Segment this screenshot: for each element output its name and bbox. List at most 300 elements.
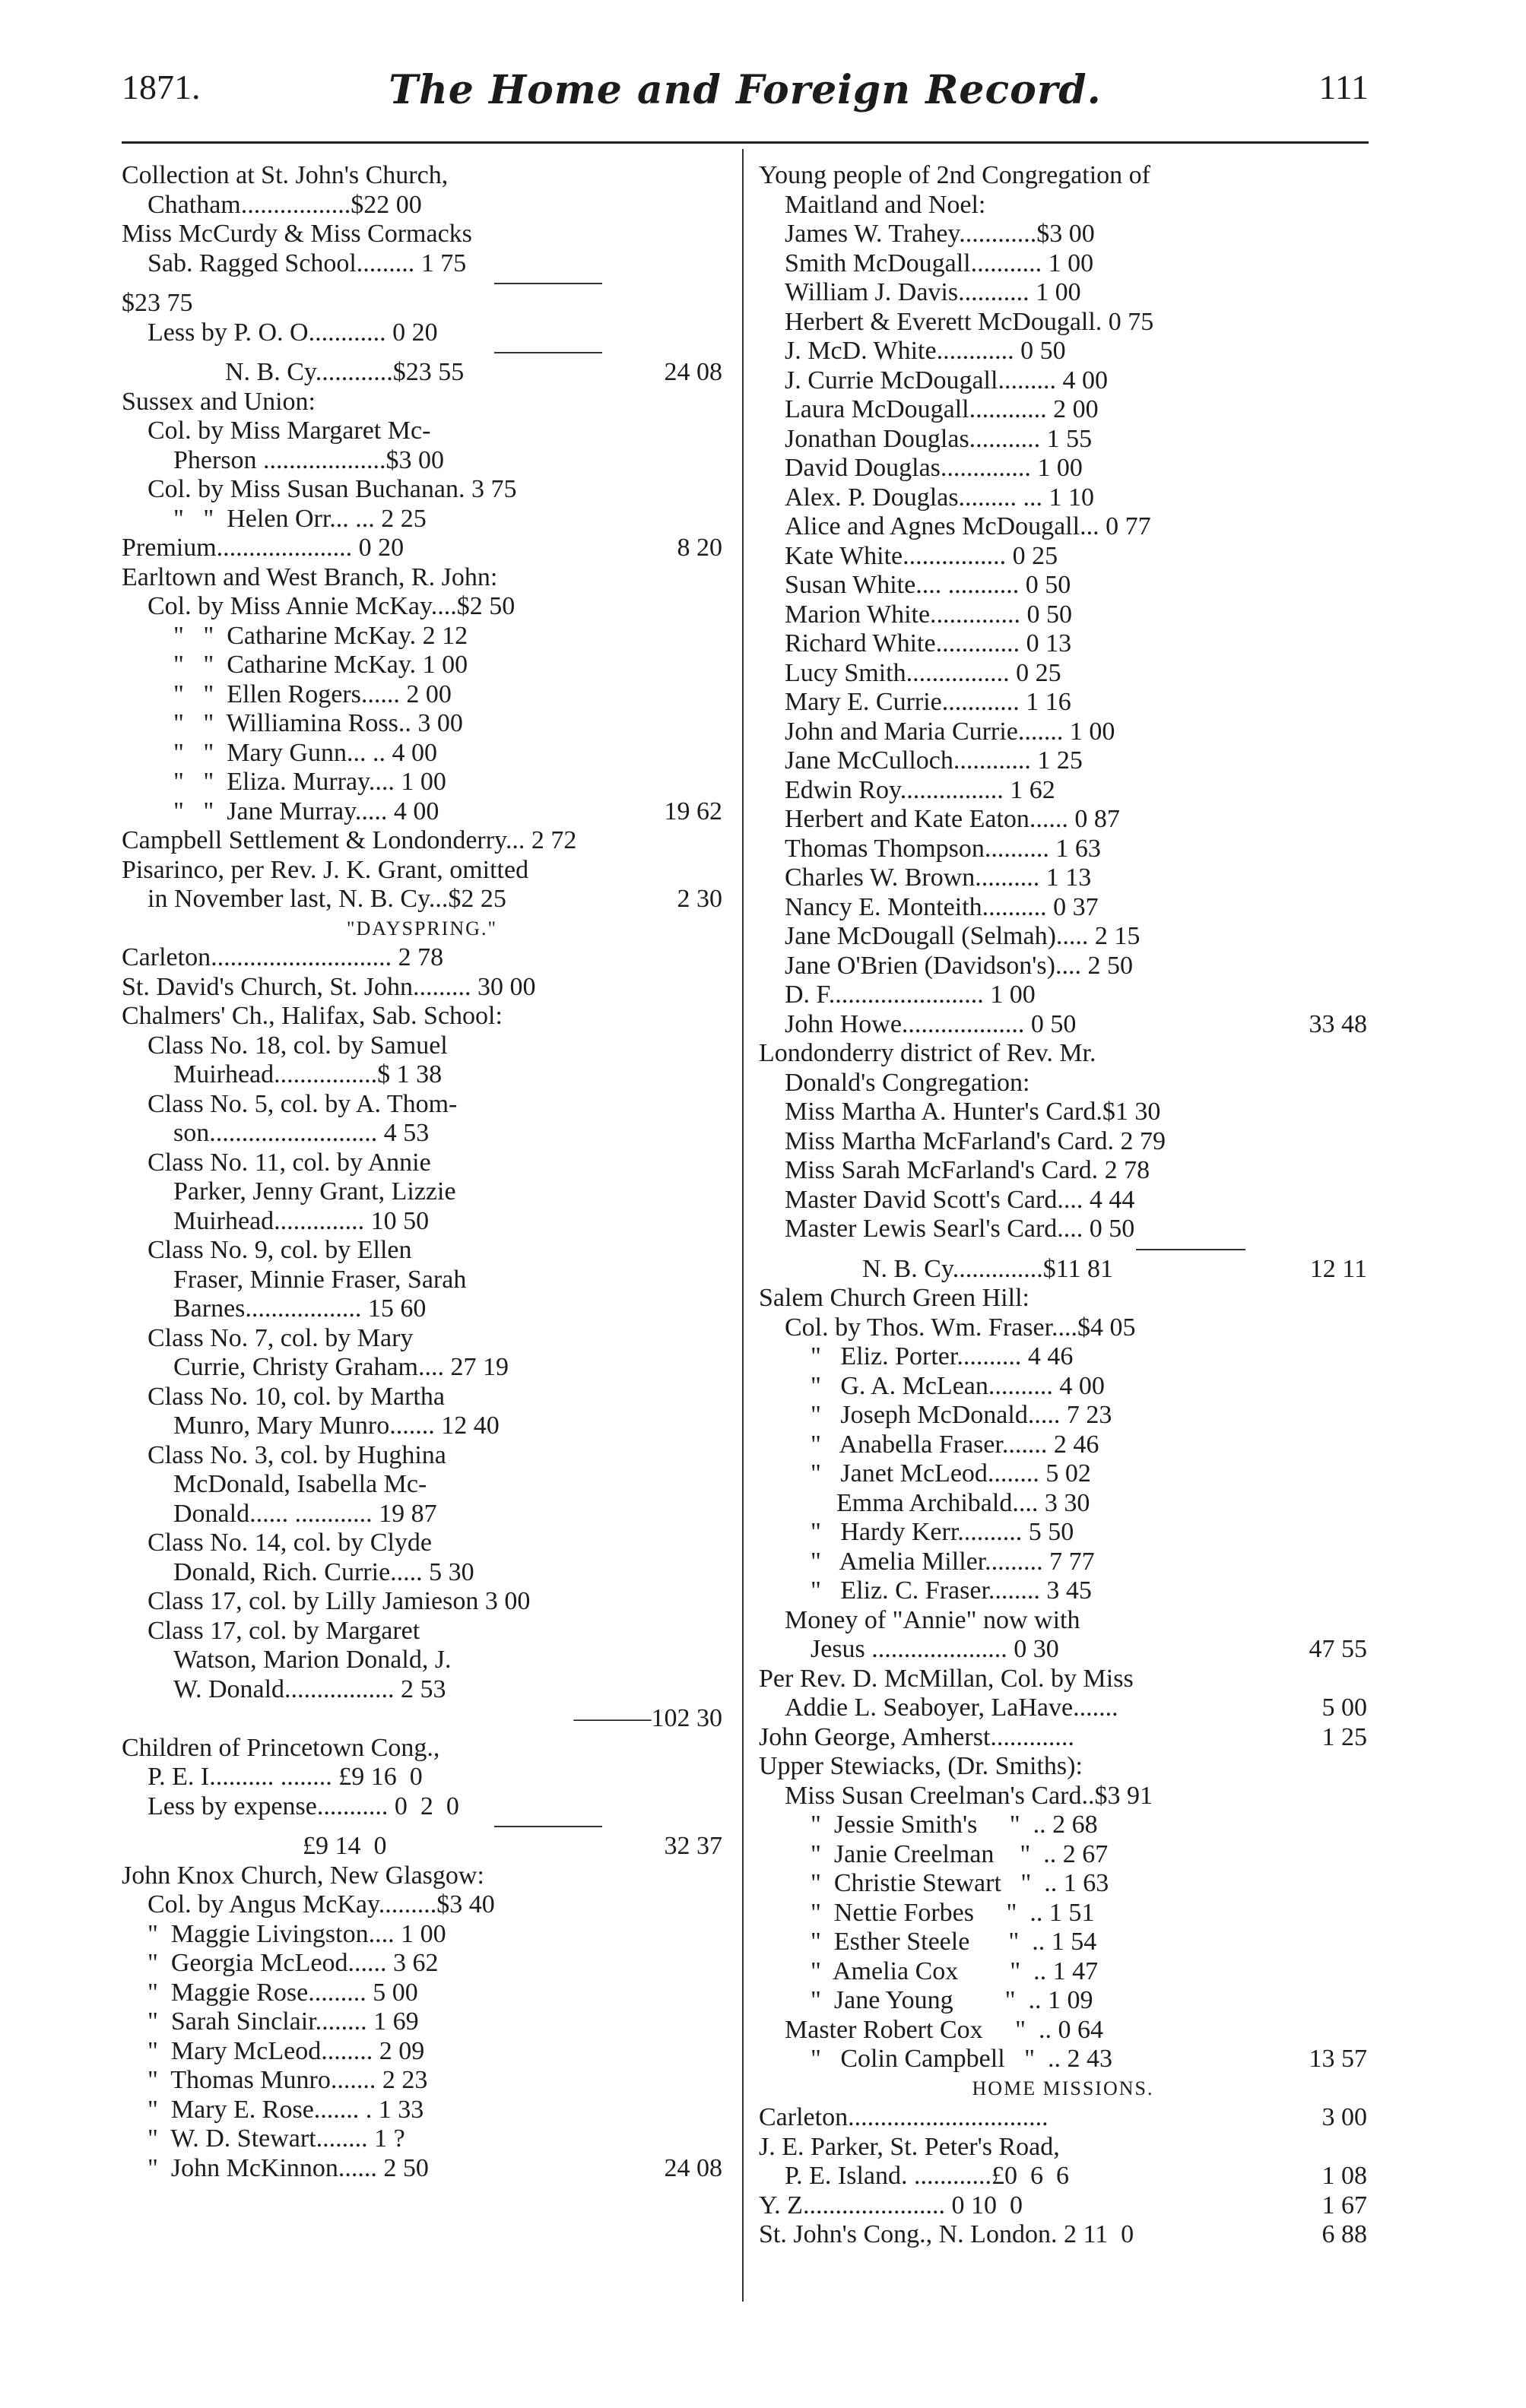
ledger-line — [759, 776, 1367, 806]
ledger-line — [122, 289, 722, 318]
entry-text: " Eliz. C. Fraser........ 3 45 — [811, 1576, 1092, 1605]
ledger-line — [122, 1529, 722, 1558]
ledger-line — [122, 885, 722, 914]
ledger-line — [759, 1069, 1367, 1098]
entry-text: Class No. 14, col. by Clyde — [148, 1529, 432, 1557]
ledger-line — [759, 2133, 1367, 2162]
section-heading — [122, 914, 722, 944]
entry-text: Miss Sarah McFarland's Card. 2 78 — [785, 1156, 1150, 1184]
ledger-line — [759, 922, 1367, 952]
ledger-line — [759, 659, 1367, 689]
entry-text: Alex. P. Douglas......... ... 1 10 — [785, 483, 1095, 512]
entry-total: 13 57 — [1309, 2045, 1367, 2073]
entry-text: " Colin Campbell " .. 2 43 — [811, 2045, 1113, 2073]
entry-text: Premium..................... 0 20 — [122, 534, 405, 562]
entry-text: " Esther Steele " .. 1 54 — [811, 1928, 1097, 1956]
ledger-line — [759, 600, 1367, 630]
ledger-line — [122, 417, 722, 446]
entry-total: 24 08 — [664, 358, 722, 386]
entry-text: Muirhead.............. 10 50 — [173, 1206, 430, 1235]
entry-text: J. Currie McDougall......... 4 00 — [785, 366, 1108, 394]
entry-text: " Sarah Sinclair........ 1 69 — [148, 2007, 419, 2036]
ledger-line — [759, 1665, 1367, 1694]
ledger-line — [122, 1149, 722, 1178]
ledger-line — [122, 1002, 722, 1031]
entry-text: " Jessie Smith's " .. 2 68 — [811, 1811, 1098, 1839]
entry-text: Edwin Roy................ 1 62 — [785, 775, 1055, 804]
ledger-line — [759, 1694, 1367, 1723]
subtotal-rule — [122, 1821, 722, 1832]
entry-text: Kate White................ 0 25 — [785, 541, 1058, 570]
ledger-line — [759, 805, 1367, 835]
entry-text: " Mary McLeod........ 2 09 — [148, 2036, 425, 2065]
entry-text: " Joseph McDonald..... 7 23 — [811, 1401, 1112, 1429]
ledger-line — [759, 1255, 1367, 1285]
entry-text: " Georgia McLeod...... 3 62 — [148, 1949, 439, 1977]
entry-text: Jane McDougall (Selmah)..... 2 15 — [785, 922, 1141, 950]
ledger-line — [122, 1734, 722, 1763]
column-divider — [742, 149, 744, 2302]
ledger-line — [759, 718, 1367, 747]
entry-total: 1 08 — [1321, 2162, 1367, 2190]
entry-total: 8 20 — [677, 534, 722, 562]
running-title: The Home and Foreign Record. — [389, 67, 1102, 113]
ledger-line — [759, 1635, 1367, 1665]
entry-text: St. John's Cong., N. London. 2 11 0 — [759, 2220, 1134, 2248]
entry-text: Class No. 5, col. by A. Thom- — [148, 1089, 458, 1118]
ledger-line — [759, 688, 1367, 718]
ledger-line — [759, 746, 1367, 776]
entry-text: Y. Z...................... 0 10 0 — [759, 2191, 1023, 2219]
ledger-line — [759, 1899, 1367, 1928]
entry-text: " G. A. McLean.......... 4 00 — [811, 1371, 1105, 1400]
entry-text: Watson, Marion Donald, J. — [173, 1646, 452, 1674]
ledger-line — [759, 952, 1367, 981]
entry-text: Class No. 7, col. by Mary — [148, 1323, 414, 1352]
ledger-line — [759, 1186, 1367, 1215]
ledger-line — [122, 446, 722, 476]
entry-text: " John McKinnon...... 2 50 — [148, 2153, 429, 2182]
right-column — [759, 161, 1367, 2250]
entry-text: Barnes.................. 15 60 — [173, 1294, 427, 1323]
ledger-line — [122, 2096, 722, 2125]
entry-text: Miss Martha A. Hunter's Card.$1 30 — [785, 1098, 1161, 1126]
entry-text: " Amelia Cox " .. 1 47 — [811, 1956, 1099, 1985]
entry-text: Jonathan Douglas........... 1 55 — [785, 424, 1093, 453]
subtotal-rule — [759, 1244, 1367, 1255]
entry-text: " " Catharine McKay. 1 00 — [173, 651, 468, 679]
ledger-line — [122, 475, 722, 505]
ledger-line — [122, 973, 722, 1003]
entry-total: 19 62 — [664, 797, 722, 825]
entry-text: Pherson ...................$3 00 — [173, 445, 445, 474]
ledger-line — [759, 1782, 1367, 1811]
ledger-line — [122, 2124, 722, 2154]
ledger-line — [122, 1236, 722, 1266]
ledger-line — [122, 680, 722, 710]
entry-text: $23 75 — [122, 289, 193, 317]
entry-text: Less by P. O. O............ 0 20 — [148, 318, 438, 347]
ledger-line — [759, 2016, 1367, 2045]
entry-text: Earltown and West Branch, R. John: — [122, 562, 498, 591]
ledger-line — [122, 1412, 722, 1441]
entry-text: " " Helen Orr... ... 2 25 — [173, 504, 427, 533]
ledger-line — [122, 739, 722, 768]
ledger-line — [122, 563, 722, 593]
ledger-line — [122, 2007, 722, 2037]
entry-text: Herbert and Kate Eaton...... 0 87 — [785, 805, 1120, 833]
entry-text: Col. by Miss Susan Buchanan. 3 75 — [148, 475, 517, 503]
header-rule — [122, 141, 1369, 144]
ledger-line — [759, 1372, 1367, 1402]
ledger-line — [759, 1401, 1367, 1431]
ledger-line — [759, 1127, 1367, 1157]
entry-text: J. E. Parker, St. Peter's Road, — [759, 2132, 1060, 2161]
subtotal-rule — [122, 347, 722, 358]
rule-line — [1136, 1249, 1245, 1250]
ledger-line — [759, 1548, 1367, 1577]
ledger-line — [122, 1500, 722, 1529]
entry-text: Class No. 10, col. by Martha — [148, 1382, 445, 1411]
entry-text: Londonderry district of Rev. Mr. — [759, 1039, 1096, 1067]
ledger-line — [759, 1986, 1367, 2016]
ledger-line — [122, 2037, 722, 2067]
entry-text: Muirhead................$ 1 38 — [173, 1060, 443, 1088]
entry-total: 6 88 — [1321, 2220, 1367, 2248]
entry-text: Munro, Mary Munro....... 12 40 — [173, 1412, 500, 1440]
entry-text: " Jane Young " .. 1 09 — [811, 1986, 1093, 2014]
entry-text: Chalmers' Ch., Halifax, Sab. School: — [122, 1002, 503, 1030]
entry-text: Donald's Congregation: — [785, 1068, 1030, 1097]
ledger-line — [759, 1606, 1367, 1636]
entry-text: Master David Scott's Card.... 4 44 — [785, 1185, 1135, 1214]
ledger-line — [759, 542, 1367, 572]
ledger-line — [759, 1576, 1367, 1606]
ledger-line — [122, 1353, 722, 1383]
entry-text: Carleton............................... — [759, 2103, 1049, 2131]
entry-text: Jesus ..................... 0 30 — [811, 1635, 1059, 1663]
ledger-line — [122, 388, 722, 417]
ledger-line — [759, 1840, 1367, 1870]
entry-text: Pisarinco, per Rev. J. K. Grant, omitted — [122, 855, 529, 884]
entry-total: 1 25 — [1321, 1722, 1367, 1751]
ledger-line — [122, 592, 722, 622]
entry-total: 32 37 — [664, 1832, 722, 1860]
ledger-line — [759, 1928, 1367, 1957]
entry-text: Sab. Ragged School......... 1 75 — [148, 249, 467, 277]
entry-total: 1 67 — [1321, 2191, 1367, 2219]
entry-text: Miss McCurdy & Miss Cormacks — [122, 220, 472, 248]
section-heading-text: "DAYSPRING." — [346, 917, 498, 939]
entry-text: Miss Susan Creelman's Card..$3 91 — [785, 1781, 1153, 1810]
entry-text: Master Robert Cox " .. 0 64 — [785, 2015, 1104, 2044]
section-heading — [759, 2074, 1367, 2104]
entry-text: Addie L. Seaboyer, LaHave....... — [785, 1694, 1118, 1722]
ledger-line — [759, 366, 1367, 396]
ledger-line — [122, 1792, 722, 1822]
ledger-line — [122, 1646, 722, 1675]
ledger-line — [759, 629, 1367, 659]
entry-text: Class No. 18, col. by Samuel — [148, 1031, 448, 1060]
entry-text: " " Williamina Ross.. 3 00 — [173, 709, 463, 737]
ledger-line — [122, 1060, 722, 1090]
ledger-line — [759, 863, 1367, 893]
entry-total: 33 48 — [1309, 1009, 1367, 1038]
entry-text: " Christie Stewart " .. 1 63 — [811, 1869, 1109, 1897]
entry-text: Susan White.... ........... 0 50 — [785, 571, 1071, 599]
ledger-line — [122, 1587, 722, 1617]
entry-text: Fraser, Minnie Fraser, Sarah — [173, 1265, 467, 1294]
ledger-line — [122, 856, 722, 886]
entry-text: Jane McCulloch............ 1 25 — [785, 746, 1083, 775]
ledger-line — [122, 622, 722, 651]
entry-text: W. Donald................. 2 53 — [173, 1675, 446, 1703]
entry-text: Upper Stewiacks, (Dr. Smiths): — [759, 1752, 1083, 1780]
entry-text: Marion White.............. 0 50 — [785, 600, 1073, 629]
entry-text: Class No. 3, col. by Hughina — [148, 1440, 446, 1469]
entry-text: " W. D. Stewart........ 1 ? — [148, 2124, 405, 2153]
entry-text: John and Maria Currie....... 1 00 — [785, 717, 1115, 746]
entry-text: P. E. Island. ............£0 6 6 — [785, 2162, 1069, 2190]
ledger-line — [759, 161, 1367, 191]
ledger-line — [759, 1215, 1367, 1244]
subtotal-rule — [122, 278, 722, 289]
page-number: 111 — [1318, 68, 1369, 106]
ledger-line — [122, 1832, 722, 1861]
ledger-line — [122, 1920, 722, 1950]
entry-text: " Hardy Kerr.......... 5 50 — [811, 1518, 1074, 1546]
entry-text: Alice and Agnes McDougall... 0 77 — [785, 512, 1151, 540]
ledger-line — [759, 337, 1367, 366]
entry-text: £9 14 0 — [303, 1832, 387, 1860]
ledger-line — [122, 534, 722, 563]
ledger-line — [122, 1558, 722, 1588]
ledger-line — [122, 709, 722, 739]
ledger-line — [759, 1489, 1367, 1519]
ledger-line — [122, 1890, 722, 1920]
entry-text: " " Jane Murray..... 4 00 — [173, 797, 439, 825]
entry-text: Class 17, col. by Lilly Jamieson 3 00 — [148, 1587, 531, 1615]
entry-text: N. B. Cy............$23 55 — [225, 358, 465, 386]
entry-text: Donald, Rich. Currie..... 5 30 — [173, 1557, 474, 1586]
ledger-line — [759, 2103, 1367, 2133]
ledger-line — [759, 191, 1367, 220]
ledger-line — [122, 1441, 722, 1471]
entry-text: John George, Amherst............. — [759, 1722, 1074, 1751]
ledger-line — [122, 826, 722, 856]
entry-text: Richard White............. 0 13 — [785, 629, 1072, 657]
entry-total: 3 00 — [1321, 2103, 1367, 2131]
entry-text: J. McD. White............ 0 50 — [785, 337, 1066, 365]
entry-text: " Janie Creelman " .. 2 67 — [811, 1839, 1109, 1868]
entry-text: D. F........................ 1 00 — [785, 981, 1036, 1009]
ledger-line — [122, 651, 722, 680]
entry-total: 24 08 — [664, 2153, 722, 2182]
ledger-line — [122, 249, 722, 279]
entry-text: John Howe................... 0 50 — [785, 1009, 1077, 1038]
ledger-line — [122, 1294, 722, 1324]
ledger-line — [122, 1763, 722, 1792]
ledger-line — [759, 1723, 1367, 1753]
ledger-line — [122, 1675, 722, 1705]
ledger-line — [759, 483, 1367, 513]
entry-text: " Maggie Livingston.... 1 00 — [148, 1919, 446, 1948]
ledger-line — [759, 1313, 1367, 1343]
ledger-line — [759, 249, 1367, 279]
entry-text: son.......................... 4 53 — [173, 1119, 430, 1147]
entry-text: Mary E. Currie............ 1 16 — [785, 688, 1071, 716]
ledger-line — [122, 358, 722, 388]
ledger-line — [759, 220, 1367, 249]
ledger-line — [122, 1979, 722, 2008]
entry-text: " Eliz. Porter.......... 4 46 — [811, 1342, 1074, 1370]
ledger-line — [122, 1119, 722, 1149]
ledger-line — [759, 1284, 1367, 1313]
entry-text: Money of "Annie" now with — [785, 1605, 1080, 1634]
ledger-line — [122, 318, 722, 348]
entry-text: P. E. I.......... ........ £9 16 0 — [148, 1763, 423, 1791]
entry-text: Herbert & Everett McDougall. 0 75 — [785, 307, 1154, 336]
entry-text: Children of Princetown Cong., — [122, 1733, 440, 1762]
page-header — [122, 67, 1369, 122]
section-heading-text: HOME MISSIONS. — [972, 2077, 1154, 2099]
entry-text: Maitland and Noel: — [785, 190, 986, 219]
ledger-line — [122, 768, 722, 797]
ledger-line — [759, 1010, 1367, 1040]
entry-text: Master Lewis Searl's Card.... 0 50 — [785, 1215, 1135, 1243]
ledger-line — [122, 1090, 722, 1120]
entry-text: Lucy Smith................ 0 25 — [785, 658, 1061, 687]
ledger-line — [122, 1266, 722, 1295]
ledger-line — [122, 1704, 722, 1734]
entry-text: St. David's Church, St. John......... 30 00 — [122, 972, 536, 1001]
entry-text: Class No. 11, col. by Annie — [148, 1148, 431, 1177]
entry-text: Laura McDougall............ 2 00 — [785, 395, 1099, 423]
entry-text: Thomas Thompson.......... 1 63 — [785, 834, 1101, 863]
entry-text: Col. by Thos. Wm. Fraser....$4 05 — [785, 1313, 1136, 1342]
ledger-line — [122, 1949, 722, 1979]
ledger-line — [122, 220, 722, 249]
entry-text: " Amelia Miller......... 7 77 — [811, 1547, 1095, 1576]
entry-text: Collection at St. John's Church, — [122, 161, 449, 189]
ledger-line — [759, 1431, 1367, 1460]
entry-text: Sussex and Union: — [122, 387, 316, 416]
page-year: 1871. — [122, 68, 201, 106]
entry-total: ———102 30 — [573, 1704, 722, 1732]
entry-total: 47 55 — [1309, 1635, 1367, 1663]
left-column — [122, 161, 722, 2183]
entry-total: 12 11 — [1309, 1254, 1367, 1283]
rule-line — [494, 1826, 602, 1827]
ledger-line — [759, 571, 1367, 600]
ledger-line — [122, 943, 722, 973]
ledger-line — [759, 1342, 1367, 1372]
entry-text: McDonald, Isabella Mc- — [173, 1470, 427, 1498]
ledger-line — [759, 278, 1367, 308]
entry-text: Salem Church Green Hill: — [759, 1284, 1029, 1312]
entry-text: " Mary E. Rose....... . 1 33 — [148, 2095, 424, 2124]
ledger-line — [122, 2066, 722, 2096]
entry-text: " Janet McLeod........ 5 02 — [811, 1459, 1091, 1488]
entry-text: Carleton............................ 2 78 — [122, 943, 444, 971]
ledger-line — [759, 2191, 1367, 2221]
entry-text: " Maggie Rose......... 5 00 — [148, 1978, 418, 2007]
ledger-line — [759, 1039, 1367, 1069]
ledger-line — [122, 1031, 722, 1061]
rule-line — [494, 352, 602, 353]
ledger-line — [759, 395, 1367, 425]
entry-text: Less by expense........... 0 2 0 — [148, 1792, 459, 1820]
entry-text: Col. by Miss Annie McKay....$2 50 — [148, 592, 516, 620]
ledger-line — [122, 1177, 722, 1207]
entry-text: Smith McDougall........... 1 00 — [785, 249, 1094, 277]
entry-text: Col. by Angus McKay.........$3 40 — [148, 1890, 495, 1918]
ledger-line — [122, 1617, 722, 1646]
entry-text: Charles W. Brown.......... 1 13 — [785, 863, 1092, 892]
entry-text: James W. Trahey............$3 00 — [785, 220, 1095, 248]
ledger-line — [759, 981, 1367, 1010]
ledger-line — [759, 512, 1367, 542]
ledger-line — [759, 2162, 1367, 2191]
entry-text: Col. by Miss Margaret Mc- — [148, 417, 431, 445]
ledger-line — [759, 1752, 1367, 1782]
ledger-line — [759, 2045, 1367, 2074]
entry-text: Class No. 9, col. by Ellen — [148, 1236, 412, 1264]
entry-total: 5 00 — [1321, 1694, 1367, 1722]
ledger-line — [122, 1324, 722, 1354]
entry-text: Parker, Jenny Grant, Lizzie — [173, 1177, 456, 1206]
entry-text: N. B. Cy..............$11 81 — [862, 1254, 1113, 1283]
ledger-line — [122, 191, 722, 220]
ledger-line — [759, 454, 1367, 483]
ledger-line — [122, 161, 722, 191]
entry-text: Chatham.................$22 00 — [148, 190, 422, 219]
entry-text: Emma Archibald.... 3 30 — [811, 1488, 1090, 1517]
entry-text: " Nettie Forbes " .. 1 51 — [811, 1898, 1095, 1927]
ledger-line — [759, 835, 1367, 864]
ledger-line — [759, 425, 1367, 455]
ledger-line — [122, 2154, 722, 2184]
entry-total: 2 30 — [677, 885, 722, 913]
entry-text: Currie, Christy Graham.... 27 19 — [173, 1353, 509, 1381]
ledger-line — [759, 1957, 1367, 1987]
ledger-line — [759, 1518, 1367, 1548]
ledger-line — [122, 505, 722, 534]
entry-text: " Thomas Munro....... 2 23 — [148, 2066, 428, 2094]
entry-text: Jane O'Brien (Davidson's).... 2 50 — [785, 951, 1133, 980]
entry-text: William J. Davis........... 1 00 — [785, 278, 1081, 306]
entry-text: Nancy E. Monteith.......... 0 37 — [785, 892, 1099, 921]
ledger-line — [759, 1869, 1367, 1899]
ledger-line — [759, 308, 1367, 337]
entry-text: Campbell Settlement & Londonderry... 2 72 — [122, 826, 577, 854]
ledger-line — [759, 1459, 1367, 1489]
ledger-line — [122, 1470, 722, 1500]
ledger-line — [759, 1098, 1367, 1127]
entry-text: John Knox Church, New Glasgow: — [122, 1861, 484, 1890]
entry-text: Young people of 2nd Congregation of — [759, 161, 1150, 189]
ledger-line — [122, 1207, 722, 1237]
ledger-line — [122, 797, 722, 827]
ledger-line — [759, 1156, 1367, 1186]
ledger-line — [759, 1811, 1367, 1840]
entry-text: Miss Martha McFarland's Card. 2 79 — [785, 1126, 1166, 1155]
entry-text: Donald...... ............ 19 87 — [173, 1499, 437, 1528]
ledger-line — [122, 1383, 722, 1412]
entry-text: " " Mary Gunn... .. 4 00 — [173, 738, 437, 767]
entry-text: " Anabella Fraser....... 2 46 — [811, 1430, 1099, 1459]
entry-text: " " Ellen Rogers...... 2 00 — [173, 680, 452, 708]
